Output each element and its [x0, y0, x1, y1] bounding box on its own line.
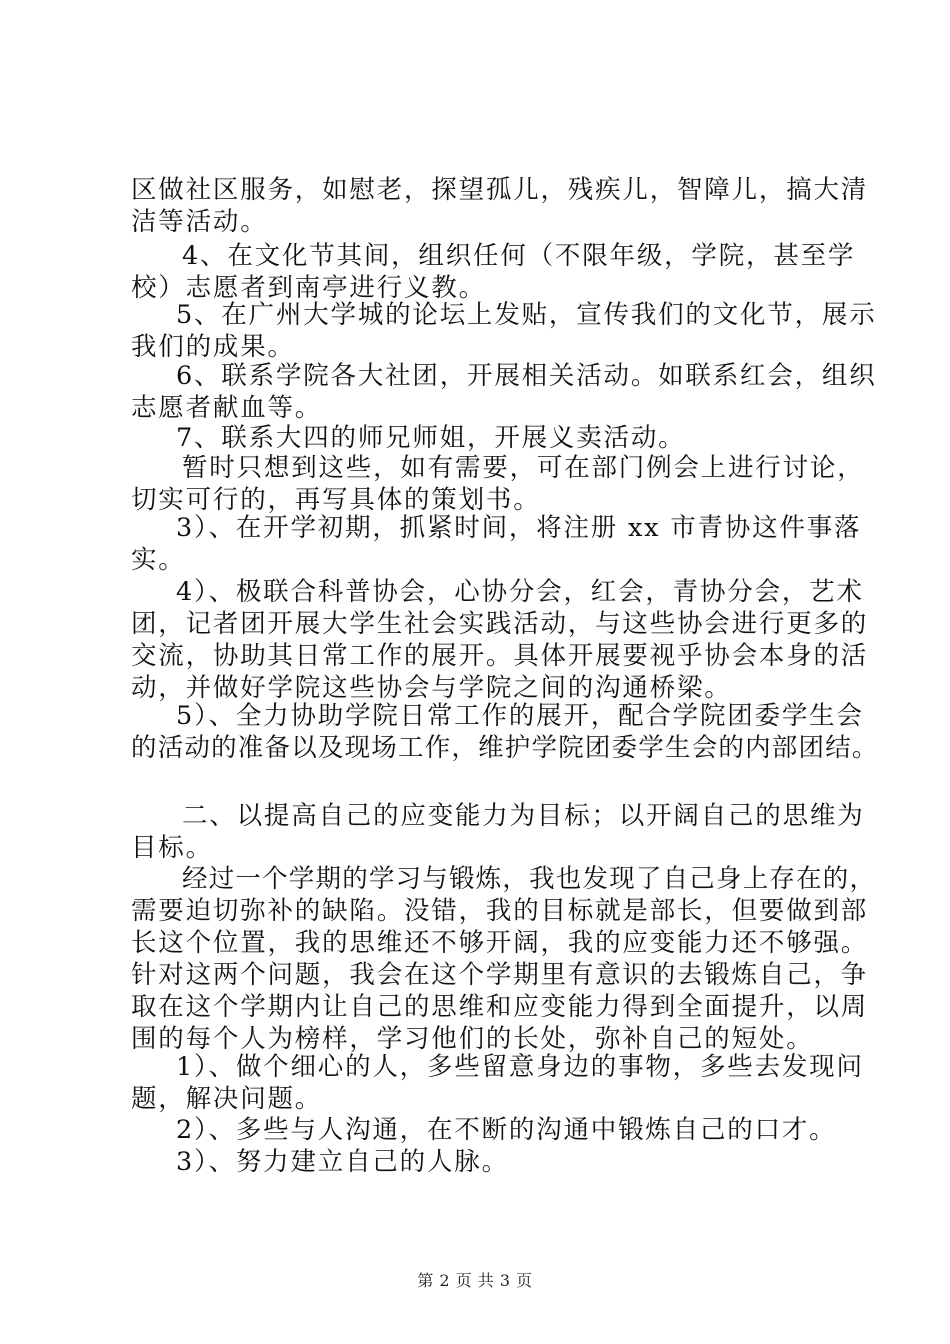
text-line: 需要迫切弥补的缺陷。没错，我的目标就是部长，但要做到部: [131, 896, 869, 926]
text-line: 切实可行的，再写具体的策划书。: [131, 485, 541, 515]
text-line: 4）、极联合科普协会，心协分会，红会，青协分会，艺术: [176, 577, 864, 607]
text-line: 经过一个学期的学习与锻炼，我也发现了自己身上存在的，: [182, 864, 877, 894]
text-line: 4、在文化节其间，组织任何（不限年级，学院，甚至学: [182, 241, 856, 271]
text-line: 针对这两个问题，我会在这个学期里有意识的去锻炼自己，争: [131, 960, 869, 990]
text-line: 志愿者献血等。: [131, 393, 323, 423]
text-line: 我们的成果。: [131, 332, 295, 362]
text-line: 暂时只想到这些，如有需要，可在部门例会上进行讨论，: [182, 453, 865, 483]
text-line: 3）、在开学初期，抓紧时间，将注册 xx 市青协这件事落: [176, 513, 862, 543]
text-line: 动，并做好学院这些协会与学院之间的沟通桥梁。: [131, 673, 732, 703]
section-heading-line: 二、以提高自己的应变能力为目标；以开阔自己的思维为: [182, 801, 865, 831]
text-line: 6、联系学院各大社团，开展相关活动。如联系红会，组织: [176, 361, 877, 391]
text-line: 区做社区服务，如慰老，探望孤儿，残疾儿，智障儿，搞大清: [131, 175, 869, 205]
text-line: 的活动的准备以及现场工作，维护学院团委学生会的内部团结。: [131, 733, 879, 763]
text-line: 题，解决问题。: [131, 1084, 323, 1114]
section-heading-line: 目标。: [131, 833, 213, 863]
text-line: 7、联系大四的师兄师姐，开展义卖活动。: [176, 423, 686, 453]
text-line: 2）、多些与人沟通，在不断的沟通中锻炼自己的口才。: [176, 1115, 837, 1145]
text-line: 取在这个学期内让自己的思维和应变能力得到全面提升，以周: [131, 992, 869, 1022]
text-line: 交流，协助其日常工作的展开。具体开展要视乎协会本身的活: [131, 641, 869, 671]
text-line: 3）、努力建立自己的人脉。: [176, 1147, 509, 1177]
text-line: 校）志愿者到南亭进行义教。: [131, 273, 486, 303]
text-line: 实。: [131, 545, 186, 575]
page-number-footer: 第 2 页 共 3 页: [417, 1271, 533, 1290]
text-line: 5、在广州大学城的论坛上发贴，宣传我们的文化节，展示: [176, 300, 877, 330]
text-line: 围的每个人为榜样，学习他们的长处，弥补自己的短处。: [131, 1024, 814, 1054]
text-line: 团，记者团开展大学生社会实践活动，与这些协会进行更多的: [131, 609, 869, 639]
text-line: 1）、做个细心的人，多些留意身边的事物，多些去发现问: [176, 1052, 864, 1082]
text-line: 洁等活动。: [131, 207, 268, 237]
text-line: 5）、全力协助学院日常工作的展开，配合学院团委学生会: [176, 701, 864, 731]
text-line: 长这个位置，我的思维还不够开阔，我的应变能力还不够强。: [131, 928, 869, 958]
